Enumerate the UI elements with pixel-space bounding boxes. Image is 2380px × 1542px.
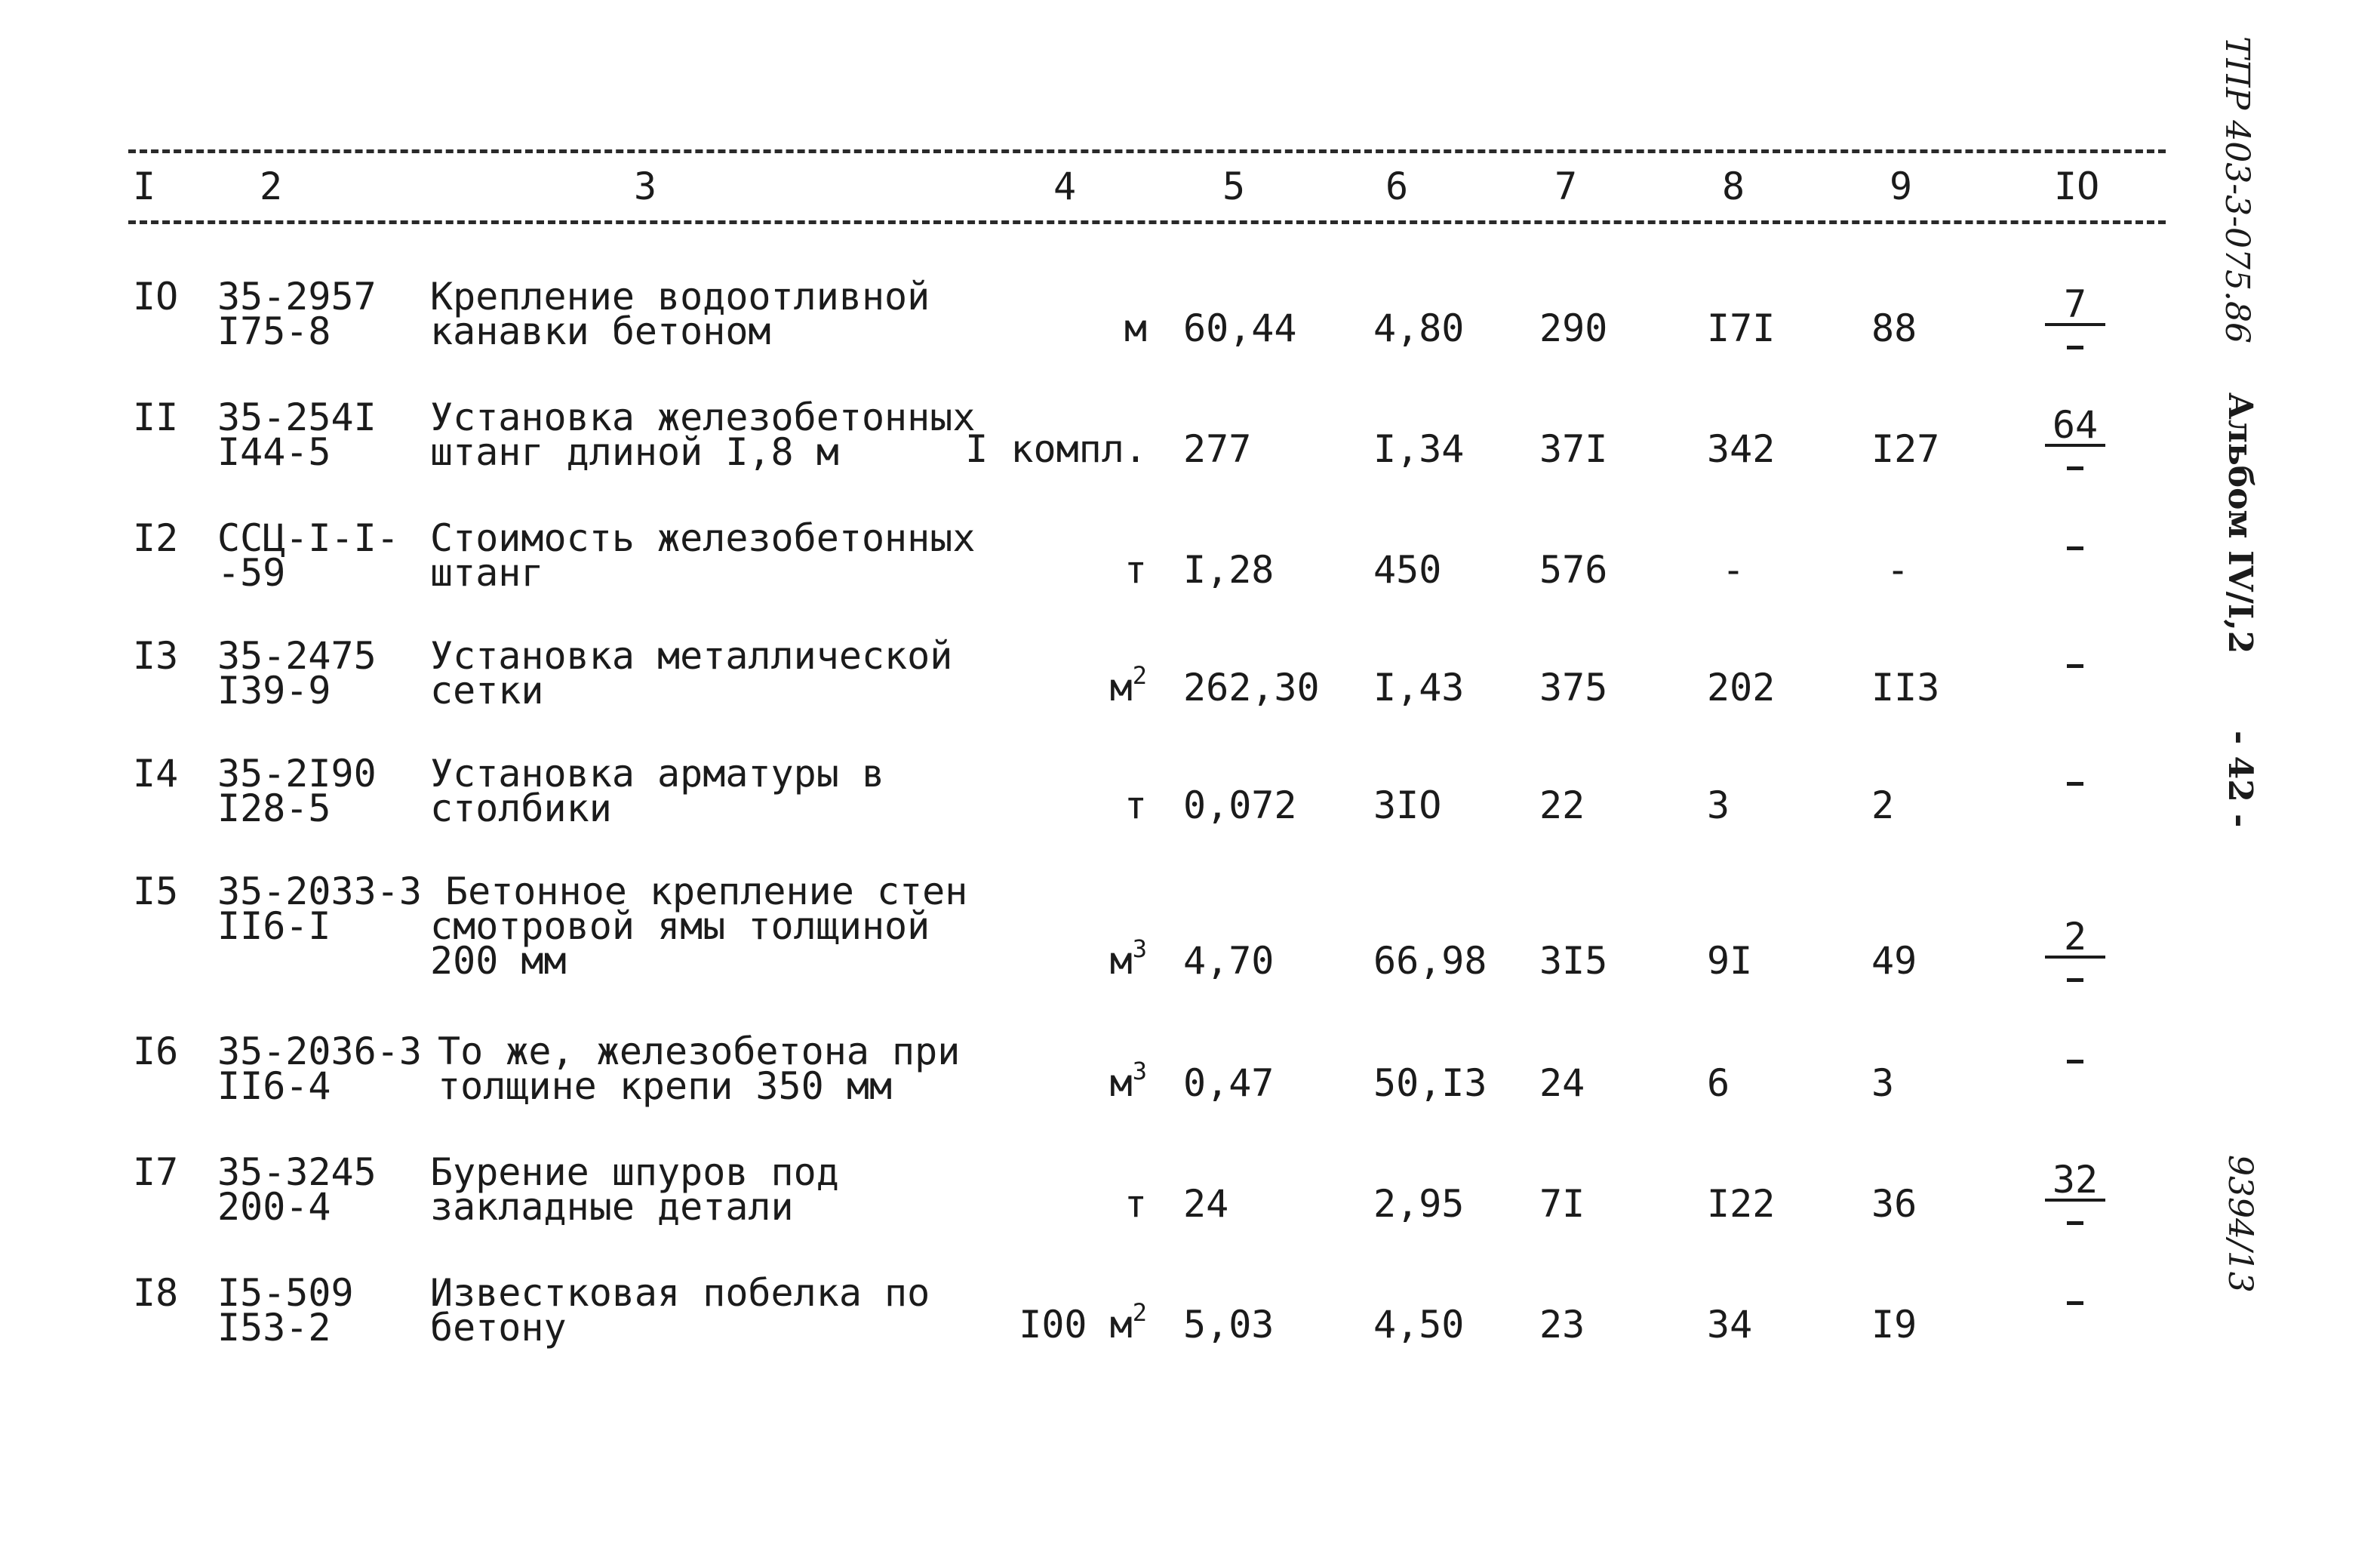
row-number: I3 [133, 634, 179, 678]
price-code-sub: I53-2 [217, 1306, 331, 1350]
unit-cost: 50,I3 [1373, 1061, 1487, 1105]
price-code-sub: I75-8 [217, 309, 331, 353]
price-code: 35-3245 [217, 1150, 377, 1194]
header-col-5: 5 [1222, 165, 1246, 208]
work-name-line2: бетону [430, 1306, 567, 1350]
header-bottom-rule [128, 220, 2166, 224]
cost-col-9: I9 [1871, 1303, 1917, 1347]
work-name: Бурение шпуров под [430, 1150, 839, 1194]
row-number: I7 [133, 1150, 179, 1194]
unit-cost: 450 [1373, 548, 1442, 592]
cost-col-8: - [1722, 548, 1745, 592]
unit: $м^2$ [1109, 661, 1147, 709]
work-name: Крепление водоотливной [430, 275, 930, 319]
row-number: I8 [133, 1271, 179, 1315]
header-col-10: IO [2054, 165, 2100, 208]
fraction-col-10 [2022, 762, 2128, 777]
unit: т [1124, 1182, 1147, 1226]
fraction-col-10 [2022, 1040, 2128, 1055]
cost-col-8: I7I [1707, 306, 1776, 350]
row-number: I5 [133, 869, 179, 913]
row-number: II [133, 396, 179, 439]
work-name: Установка арматуры в [430, 752, 885, 796]
fraction-col-10 [2022, 645, 2128, 660]
header-col-2: 2 [260, 165, 283, 208]
price-code: 35-2036-3 [217, 1030, 422, 1073]
unit-cost: 3IO [1373, 783, 1442, 827]
total-cost: 3I5 [1539, 939, 1608, 983]
work-name: Бетонное крепление стен [445, 869, 968, 913]
work-name: То же, железобетона при [438, 1030, 961, 1073]
work-name: Стоимость железобетонных [430, 516, 976, 560]
unit-cost: I,34 [1373, 427, 1465, 471]
fraction-col-10: 32 [2022, 1161, 2128, 1217]
row-number: I6 [133, 1030, 179, 1073]
cost-col-9: II3 [1871, 666, 1940, 709]
cost-col-8: I22 [1707, 1182, 1776, 1226]
unit: I00 $м^2$ [1019, 1298, 1147, 1347]
work-name: Известковая побелка по [430, 1271, 930, 1315]
unit-cost: 4,50 [1373, 1303, 1465, 1347]
quantity: 0,072 [1183, 783, 1297, 827]
price-code: 35-2957 [217, 275, 377, 319]
work-name-line3: 200 мм [430, 939, 567, 983]
cost-col-8: 202 [1707, 666, 1776, 709]
row-number: I4 [133, 752, 179, 796]
total-cost: 375 [1539, 666, 1608, 709]
price-code-sub: I39-9 [217, 669, 331, 713]
unit: т [1124, 548, 1147, 592]
album-stamp: Альбом IV/I,2 [2221, 392, 2259, 654]
work-name-line2: канавки бетоном [430, 309, 771, 353]
header-top-rule [128, 149, 2166, 153]
price-code: 35-2475 [217, 634, 377, 678]
fraction-col-10: 7 [2022, 285, 2128, 341]
quantity: 24 [1183, 1182, 1229, 1226]
total-cost: 37I [1539, 427, 1608, 471]
quantity: 5,03 [1183, 1303, 1275, 1347]
row-number: IO [133, 275, 179, 319]
unit-cost: 4,80 [1373, 306, 1465, 350]
quantity: 0,47 [1183, 1061, 1275, 1105]
cost-col-8: 9I [1707, 939, 1753, 983]
price-code-sub: I28-5 [217, 786, 331, 830]
header-col-7: 7 [1554, 165, 1578, 208]
price-code: 35-2033-3 [217, 869, 422, 913]
total-cost: 23 [1539, 1303, 1585, 1347]
unit-cost: 66,98 [1373, 939, 1487, 983]
quantity: 4,70 [1183, 939, 1275, 983]
quantity: 60,44 [1183, 306, 1297, 350]
cost-col-9: 2 [1871, 783, 1895, 827]
work-name-line2: штанг длиной I,8 м [430, 430, 839, 474]
cost-col-9: 49 [1871, 939, 1917, 983]
cost-col-9: 36 [1871, 1182, 1917, 1226]
fraction-col-10 [2022, 1282, 2128, 1297]
header-col-1: I [133, 165, 156, 208]
quantity: I,28 [1183, 548, 1275, 592]
unit: $м^3$ [1109, 1057, 1147, 1105]
header-col-4: 4 [1053, 165, 1077, 208]
unit: $м^3$ [1109, 934, 1147, 983]
header-col-8: 8 [1722, 165, 1745, 208]
quantity: 277 [1183, 427, 1252, 471]
work-name-line2: сетки [430, 669, 544, 713]
fraction-col-10: 2 [2022, 918, 2128, 974]
header-col-6: 6 [1385, 165, 1409, 208]
cost-col-8: 3 [1707, 783, 1730, 827]
page-number: - 42 - [2221, 731, 2259, 828]
cost-col-9: 3 [1871, 1061, 1895, 1105]
work-name-line2: толщине крепи 350 мм [438, 1064, 893, 1108]
price-code-sub: -59 [217, 551, 286, 595]
unit-cost: I,43 [1373, 666, 1465, 709]
unit: т [1124, 783, 1147, 827]
work-name-line2: закладные детали [430, 1185, 794, 1229]
fraction-col-10 [2022, 527, 2128, 542]
price-code: I5-509 [217, 1271, 354, 1315]
price-code-sub: 200-4 [217, 1185, 331, 1229]
price-code: 35-2I90 [217, 752, 377, 796]
total-cost: 7I [1539, 1182, 1585, 1226]
cost-col-9: - [1886, 548, 1910, 592]
fraction-col-10: 64 [2022, 406, 2128, 462]
total-cost: 576 [1539, 548, 1608, 592]
unit: м [1124, 306, 1147, 350]
unit: I компл. [965, 427, 1147, 471]
total-cost: 22 [1539, 783, 1585, 827]
row-number: I2 [133, 516, 179, 560]
work-name-line2: штанг [430, 551, 544, 595]
document-code-stamp: ТПР 403-3-075.86 [2218, 36, 2256, 343]
cost-col-8: 342 [1707, 427, 1776, 471]
cost-col-8: 6 [1707, 1061, 1730, 1105]
total-cost: 24 [1539, 1061, 1585, 1105]
price-code-sub: II6-4 [217, 1064, 331, 1108]
work-name-line2: смотровой ямы толщиной [430, 904, 930, 948]
price-code: ССЦ-I-I- [217, 516, 399, 560]
cost-col-8: 34 [1707, 1303, 1753, 1347]
work-name: Установка металлической [430, 634, 953, 678]
work-name: Установка железобетонных [430, 396, 976, 439]
work-name-line2: столбики [430, 786, 612, 830]
header-col-3: 3 [634, 165, 657, 208]
header-col-9: 9 [1890, 165, 1913, 208]
price-code-sub: I44-5 [217, 430, 331, 474]
total-cost: 290 [1539, 306, 1608, 350]
price-code: 35-254I [217, 396, 377, 439]
cost-col-9: I27 [1871, 427, 1940, 471]
quantity: 262,30 [1183, 666, 1320, 709]
inventory-number-stamp: 9394/13 [2221, 1155, 2259, 1293]
unit-cost: 2,95 [1373, 1182, 1465, 1226]
price-code-sub: II6-I [217, 904, 331, 948]
cost-col-9: 88 [1871, 306, 1917, 350]
